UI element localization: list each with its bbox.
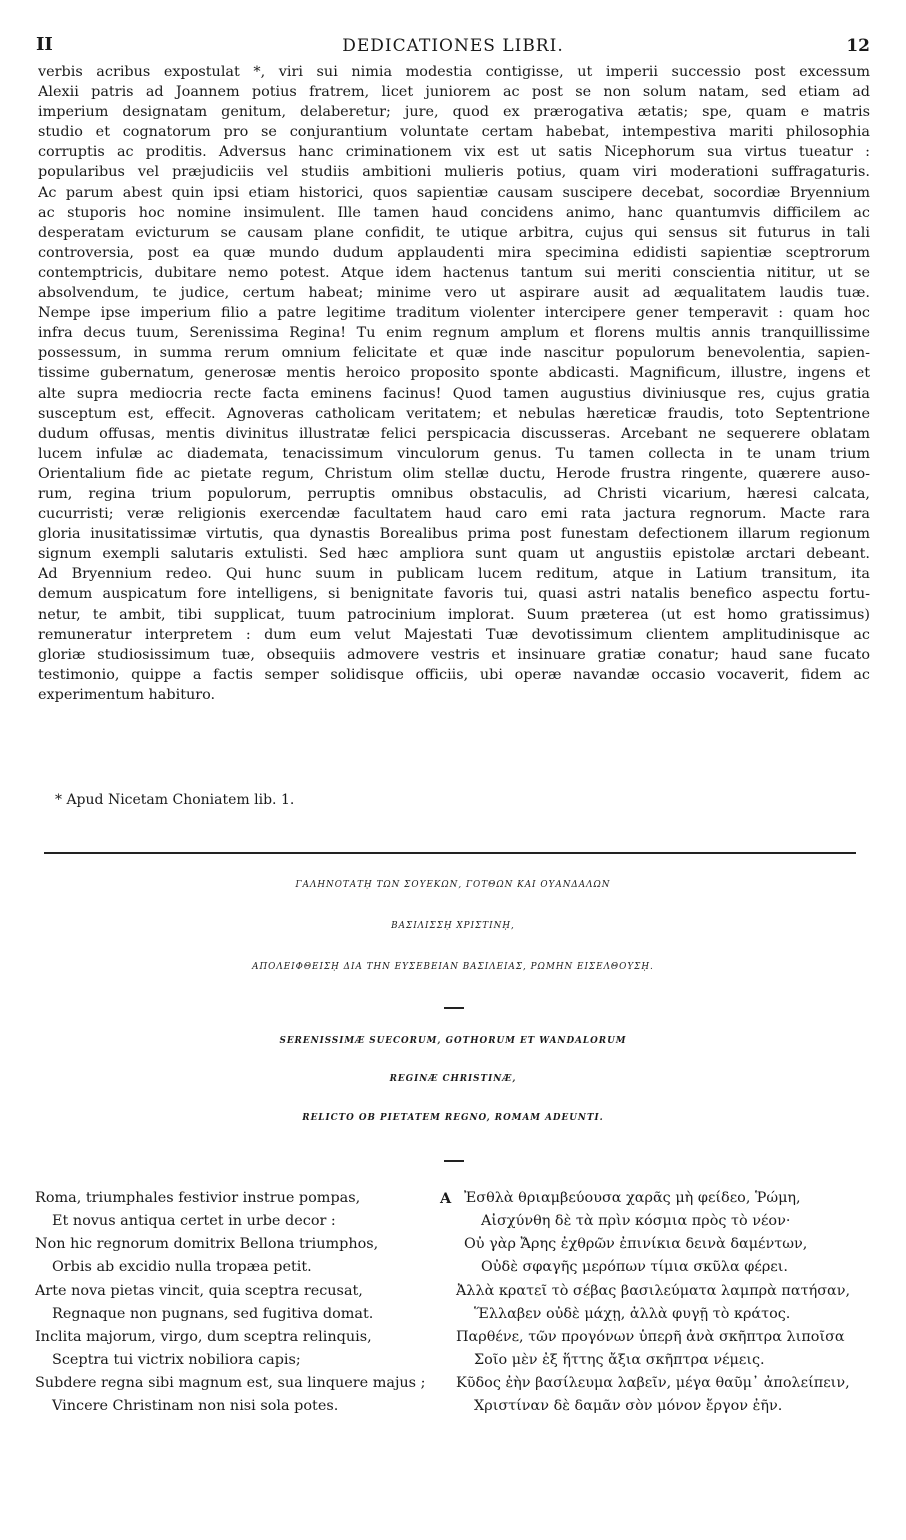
poem-line: Σοῖο μὲν ἐξ ἥττης ἄξια σκῆπτρα νέμεις. (474, 1352, 765, 1368)
poem-line: Inclita majorum, virgo, dum sceptra relinquis, (35, 1329, 372, 1345)
body-line: verbis acribus expostulat *, viri sui nimia modestia contigisse, ut imperii successio post excessum (38, 64, 870, 80)
body-line: Alexii patris ad Joannem potius fratrem, licet juniorem ac post se non solum natam, sed etiam ad (38, 84, 870, 101)
body-line: controversia, post ea quæ mundo dudum applaudenti mira specimina edidisti sapientiæ sceptrorum (38, 244, 870, 261)
poem-line: Et novus antiqua certet in urbe decor : (52, 1213, 336, 1229)
body-line: infra decus tuum, Serenissima Regina! Tu enim regnum amplum et florens multis annis tranquillissime (38, 325, 870, 342)
body-line: imperium designatam genitum, delaberetur; jure, quod ex prærogativa ætatis; spe, quam e matris (38, 104, 870, 121)
body-line: alte supra mediocria recte facta eminens facinus! Quod tamen augustius diviniusque res, cujus gratia (38, 385, 870, 402)
running-head (36, 34, 870, 56)
body-line: experimentum habituro. (38, 686, 216, 703)
greek-heading-line: ΒΑΣΙΛΙΣΣῌ ΧΡΙΣΤΙΝῌ, (391, 921, 515, 931)
body-line: testimonio, quippe a factis semper solidisque officiis, ubi operæ navandæ occasio vocaverit, fidem ac (38, 666, 870, 683)
poem-line: Ἐσθλὰ θριαμβεύουσα χαρᾶς μὴ φείδεο, Ῥώμη, (464, 1190, 801, 1206)
body-line: possessum, in summa rerum omnium felicitate et quæ inde nascitur populorum benevolentia, sapien- (38, 345, 870, 362)
poem-line: Παρθένε, τῶν προγόνων ὑπερῆ ἀνὰ σκῆπτρα λιποῖσα (456, 1329, 845, 1345)
page-number: 12 (846, 36, 870, 56)
body-line: studio et cognatorum pro se conjurantium voluntate certam habebat, intempestiva mariti philosophia (38, 124, 870, 141)
poem-line: Regnaque non pugnans, sed fugitiva domat. (52, 1306, 374, 1322)
section-divider (44, 852, 856, 854)
latin-heading-line: RELICTO OB PIETATEM REGNO, ROMAM ADEUNTI. (302, 1113, 604, 1123)
body-line: ac stuporis hoc nomine insimulent. Ille tamen haud concidens animo, hanc quantumvis difficilem ac (38, 204, 870, 221)
poem-line: Κῦδος ἐὴν βασίλευμα λαβεῖν, μέγα θαῦμ᾽ ἀπολείπειν, (456, 1375, 850, 1391)
body-line: Nempe ipse imperium filio a patre legitime traditum violenter intercipere gener temperavit : quam hoc (38, 305, 870, 322)
greek-heading-line: ΑΠΟΛΕΙΦΘΕΙΣῌ ΔΙΑ ΤΗΝ ΕΥΣΕΒΕΙΑΝ ΒΑΣΙΛΕΙΑΣ, ΡΩΜΗΝ ΕΙΣΕΛΘΟΥΣῌ. (252, 962, 654, 972)
body-line: remuneratur interpretem : dum eum velut Majestati Tuæ devotissimum clientem amplitudinisque ac (38, 626, 870, 643)
poem-line: Orbis ab excidio nulla tropæa petit. (52, 1259, 312, 1275)
body-line: Ad Bryennium redeo. Qui hunc suum in publicam lucem reditum, atque in Latium transitum, ita (38, 566, 870, 583)
body-line: Orientalium fide ac pietate regum, Christum olim stellæ ductu, Herode frustra ringente, quærere auso- (38, 465, 870, 482)
body-line: netur, te ambit, tibi supplicat, tuum patrocinium implorat. Suum præterea (ut est homo gratissimus) (38, 606, 870, 623)
heading-dash (444, 1007, 464, 1009)
poem-line: Ἕλλαβεν οὐδὲ μάχῃ, ἀλλὰ φυγῇ τὸ κράτος. (474, 1306, 791, 1322)
poem-line: Sceptra tui victrix nobiliora capis; (52, 1352, 301, 1368)
greek-heading-line: ΓΑΛΗΝΟΤΑΤῌ ΤΩΝ ΣΟΥΕΚΩΝ, ΓΟΤΘΩΝ ΚΑΙ ΟΥΑΝΔΑΛΩΝ (295, 880, 611, 890)
poem-line: Ἀλλὰ κρατεῖ τὸ σέβας βασιλεύματα λαμπρὰ πατήσαν, (456, 1283, 851, 1299)
body-line: popularibus vel præjudiciis vel studiis ambitioni mulieris potius, quam viri moderationi suffragaturis. (38, 164, 870, 181)
poem-line: Non hic regnorum domitrix Bellona triumphos, (35, 1236, 379, 1252)
poem-line: Οὐ γὰρ Ἄρης ἐχθρῶν ἐπινίκια δεινὰ δαμέντων, (464, 1236, 808, 1252)
body-line: gloria inusitatissimæ virtutis, qua dynastis Borealibus prima post funestam defectionem illarum regionum (38, 526, 870, 543)
footnote: * Apud Nicetam Choniatem lib. 1. (55, 792, 295, 808)
body-line: gloriæ studiosissimum tuæ, obsequiis admovere vestris et insinuare gratiæ conatur; haud sane fucato (38, 646, 870, 663)
body-line: susceptum est, effecit. Agnoveras catholicam veritatem; et nebulas hæreticæ fraudis, toto Septentrione (38, 405, 870, 422)
folio-left: II (36, 34, 53, 55)
latin-heading-line: SERENISSIMÆ SUECORUM, GOTHORUM ET WANDALORUM (279, 1036, 627, 1046)
body-line: Ac parum abest quin ipsi etiam historici, quos sapientiæ causam suscipere decebat, socordiæ Bryennium (38, 184, 870, 201)
body-line: dudum offusas, mentis divinitus illustratæ felici perspicacia discusseras. Arcebant ne sequerere oblatam (38, 425, 870, 442)
body-line: corruptis ac proditis. Adversus hanc criminationem vix est ut satis Nicephorum sua virtus tueatur : (38, 144, 870, 161)
poem-line: Οὐδὲ σφαγῆς μερόπων τίμια σκῦλα φέρει. (481, 1259, 788, 1275)
poem-line: Αἰσχύνθη δὲ τὰ πρὶν κόσμια πρὸς τὸ νέον· (481, 1213, 791, 1229)
body-line: absolvendum, te judice, certum habeat; minime vero ut aspirare ausit ad æqualitatem laudis tuæ. (38, 285, 870, 302)
dedication-body (38, 62, 870, 705)
poem-line: Roma, triumphales festivior instrue pompas, (35, 1190, 361, 1206)
poem-line: Χριστίναν δὲ δαμᾶν σὸν μόνον ἔργον ἐῆν. (474, 1398, 783, 1414)
body-line: signum exempli salutaris extulisti. Sed hæc ampliora sunt quam ut angustiis epistolæ arctari debeant. (38, 546, 870, 563)
body-line: lucem infulæ ac diademata, tenacissimum vinculorum genus. Tu tamen collecta in te unam trium (38, 445, 870, 462)
latin-heading-line: REGINÆ CHRISTINÆ, (389, 1074, 517, 1084)
body-line: demum auspicatum fore intelligens, si benignitate favoris tui, quasi astri natalis benefico aspectu fortu- (38, 586, 870, 603)
body-line: tissime gubernatum, generosæ mentis heroico proposito sponte abdicasti. Magnificum, illustre, ingens et (38, 365, 870, 382)
poem-line: Arte nova pietas vincit, quia sceptra recusat, (35, 1283, 363, 1299)
body-line: contemptricis, dubitare nemo potest. Atque idem hactenus tantum sui meriti conscientia nititur, ut se (38, 264, 870, 281)
body-line: cucurristi; veræ religionis exercendæ facultatem haud caro emi rata jactura regnorum. Macte rara (38, 506, 870, 523)
running-title: DEDICATIONES LIBRI. (342, 36, 564, 56)
body-line: rum, regina trium populorum, perruptis omnibus obstaculis, ad Christi vicarium, hæresi calcata, (38, 485, 870, 502)
greek-poem-marker: A (440, 1190, 452, 1207)
poem-line: Vincere Christinam non nisi sola potes. (52, 1398, 339, 1414)
body-line: desperatam evicturum se causam plane confidit, te utique arbitra, cujus qui sensus sit futurus in tali (38, 224, 870, 241)
heading-dash (444, 1160, 464, 1162)
poem-line: Subdere regna sibi magnum est, sua linquere majus ; (35, 1375, 426, 1391)
